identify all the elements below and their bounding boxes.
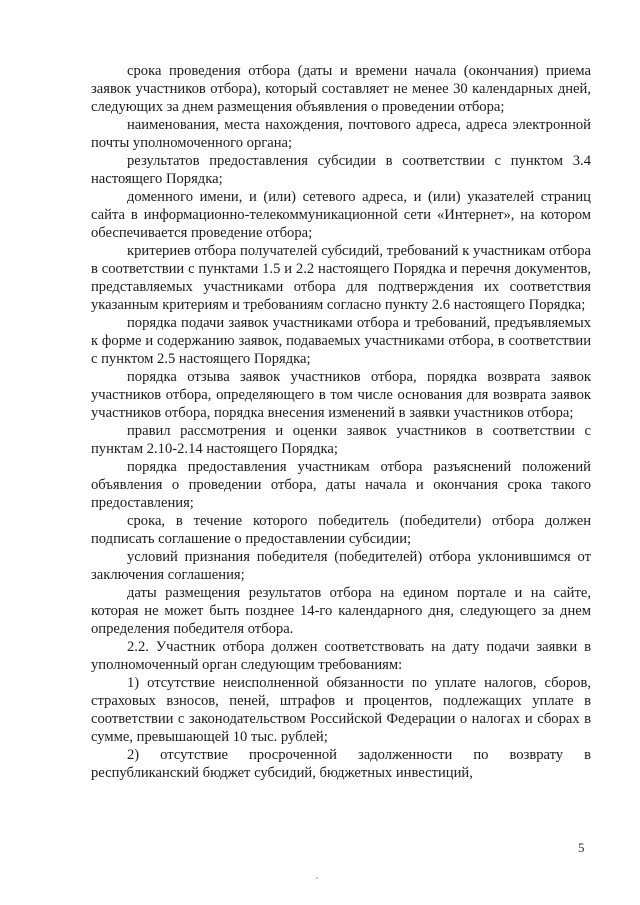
page-number: 5 <box>578 840 585 855</box>
paragraph: критериев отбора получателей субсидий, требований к участникам отбора в соответствии с пунктами 1.5 и 2.2 настоящего Порядка и перечня документов, представляемых участниками отбора для подтверждения их соответствия указанным критериям и требованиям согласно пункту 2.6 настоящего Порядка; <box>91 243 591 313</box>
paragraph: доменного имени, и (или) сетевого адреса, и (или) указателей страниц сайта в информационно-телекоммуникационной сети «Интернет», на котором обеспечивается проведение отбора; <box>91 189 591 241</box>
paragraph: срока проведения отбора (даты и времени начала (окончания) приема заявок участников отбора), который составляет не менее 30 календарных дней, следующих за днем размещения объявления о проведении отбора; <box>91 63 591 115</box>
paragraph: результатов предоставления субсидии в соответствии с пунктом 3.4 настоящего Порядка; <box>91 153 591 187</box>
paragraph: наименования, места нахождения, почтового адреса, адреса электронной почты уполномоченного органа; <box>91 117 591 151</box>
scan-speck <box>316 877 318 879</box>
paragraph: даты размещения результатов отбора на едином портале и на сайте, которая не может быть позднее 14-го календарного дня, следующего за днем определения победителя отбора. <box>91 585 591 637</box>
list-item: 2) отсутствие просроченной задолженности по возврату в республиканский бюджет субсидий, бюджетных инвестиций, <box>91 747 591 781</box>
section-paragraph: 2.2. Участник отбора должен соответствовать на дату подачи заявки в уполномоченный орган следующим требованиям: <box>91 639 591 673</box>
paragraph: порядка подачи заявок участниками отбора и требований, предъявляемых к форме и содержанию заявок, подаваемых участниками отбора, в соответствии с пунктом 2.5 настоящего Порядка; <box>91 315 591 367</box>
paragraph: правил рассмотрения и оценки заявок участников в соответствии с пунктам 2.10-2.14 настоящего Порядка; <box>91 423 591 457</box>
document-body <box>91 62 591 782</box>
paragraph: срока, в течение которого победитель (победители) отбора должен подписать соглашение о предоставлении субсидии; <box>91 513 591 547</box>
paragraph: условий признания победителя (победителей) отбора уклонившимся от заключения соглашения; <box>91 549 591 583</box>
paragraph: порядка предоставления участникам отбора разъяснений положений объявления о проведении отбора, даты начала и окончания срока такого предоставления; <box>91 459 591 511</box>
list-item: 1) отсутствие неисполненной обязанности по уплате налогов, сборов, страховых взносов, пеней, штрафов и процентов, подлежащих уплате в соответствии с законодательством Российской Федерации о налогах и сборах в сумме, превышающей 10 тыс. рублей; <box>91 675 591 745</box>
paragraph: порядка отзыва заявок участников отбора, порядка возврата заявок участников отбора, определяющего в том числе основания для возврата заявок участников отбора, порядка внесения изменений в заявки участников отбора; <box>91 369 591 421</box>
